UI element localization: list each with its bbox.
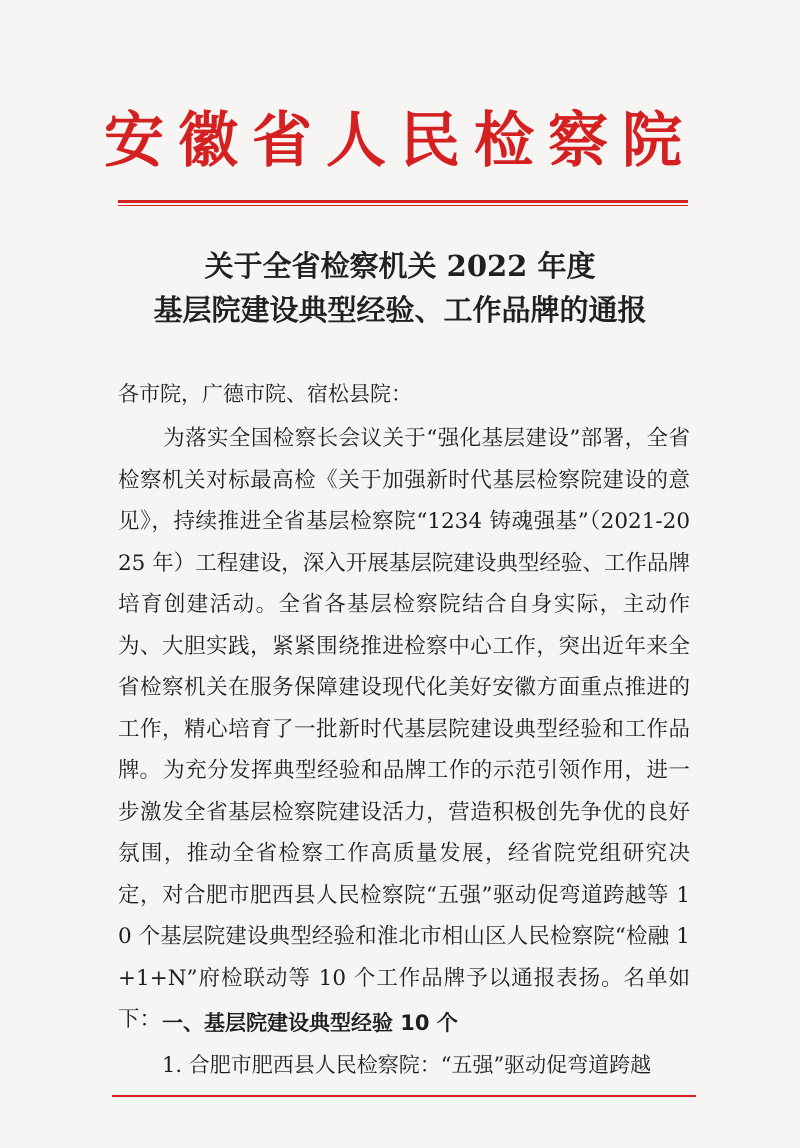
document-title-line-2: 基层院建设典型经验、工作品牌的通报: [153, 293, 647, 327]
header-red-rule: [118, 200, 688, 203]
salutation: 各市院，广德市院、宿松县院：: [118, 382, 412, 406]
body-paragraph-1: 为落实全国检察长会议关于“强化基层建设”部署，全省检察机关对标最高检《关于加强新时代基层检察院建设的意见》，持续推进全省基层检察院“1234 铸魂强基”（2021-2025 年）工程建设，深入开展基层院建设典型经验、工作品牌培育创建活动。全省各基层检察院结合自身实际，主动作为、大胆实践，紧紧围绕推进检察中心工作，突出近年来全省检察机关在服务保障建设现代化美好安徽方面重点推进的工作，精心培育了一批新时代基层院建设典型经验和工作品牌。: [118, 426, 690, 783]
issuing-organization-header: 安徽省人民检察院: [104, 106, 696, 176]
body-paragraph-2: 为充分发挥典型经验和品牌工作的示范引领作用，进一步激发全省基层检察院建设活力，营造积极创先争优的良好氛围，推动全省检察工作高质量发展，经省院党组研究决定，对合肥市肥西县人民检察院“五强”驱动促弯道跨越等 10 个基层院建设典型经验和淮北市相山区人民检察院“检融 1+1+N”府检联动等 10 个工作品牌予以通报表扬。名单如下：: [118, 758, 690, 1032]
document-title-line-1: 关于全省检察机关 2022 年度: [204, 249, 596, 283]
section-heading: 一、基层院建设典型经验 10 个: [162, 1011, 458, 1035]
list-item: 1. 合肥市肥西县人民检察院：“五强”驱动促弯道跨越: [162, 1053, 652, 1077]
header-red-rule-thin: [118, 205, 688, 206]
footer-red-rule: [112, 1095, 696, 1097]
